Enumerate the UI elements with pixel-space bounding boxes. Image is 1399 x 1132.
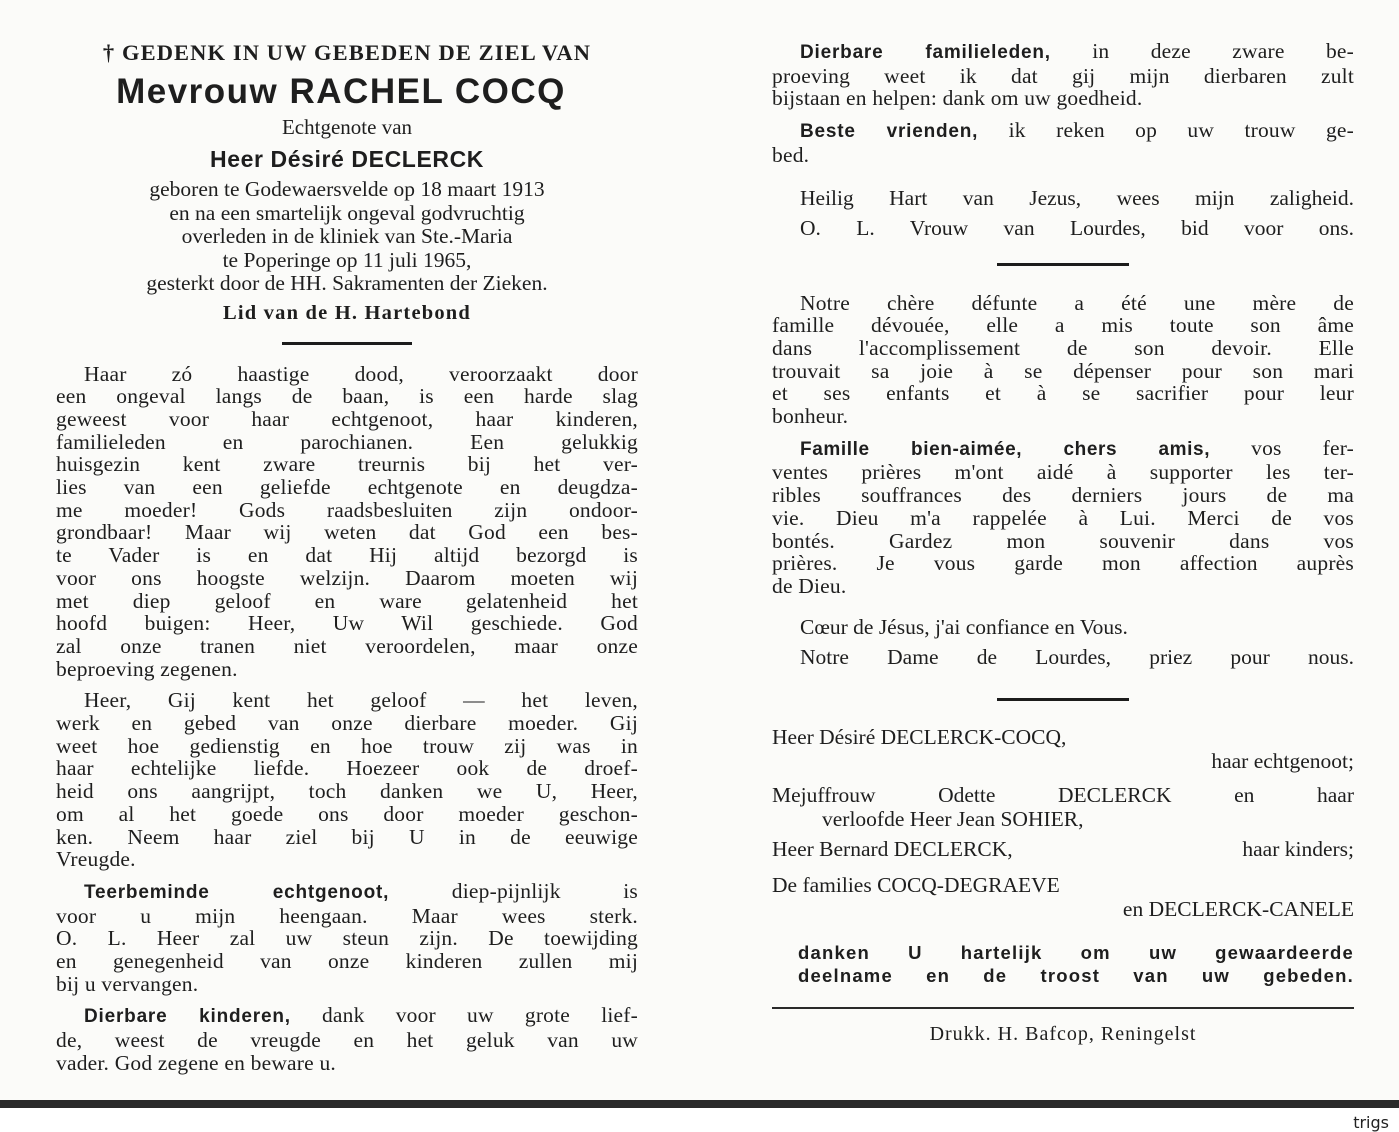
text-line: en genegenheid van onze kinderen zullen mij [56, 949, 638, 974]
text-line [772, 119, 1354, 144]
family-list [772, 725, 1354, 921]
family-member: De families COCQ-DEGRAEVE [772, 872, 1060, 897]
line-rest: dank voor uw grote lief- [321, 1003, 639, 1028]
family-member: verloofde Heer Jean SOHIER, [822, 806, 1084, 831]
bottom-rule [772, 1007, 1354, 1009]
text-line: O. L. Heer zal uw steun zijn. De toewijding [56, 926, 638, 951]
family-relation: haar echtgenoot; [1211, 748, 1354, 773]
left-column [56, 34, 638, 1084]
family-member: en DECLERCK-CANELE [1122, 896, 1354, 921]
cross-symbol: † [102, 40, 116, 65]
prayer-line: Heilig Hart van Jezus, wees mijn zaligheid. [800, 185, 1354, 210]
watermark-text: trigs [1353, 1113, 1389, 1132]
text-line [56, 1004, 638, 1029]
text-line: bed. [772, 142, 810, 167]
family-member: Heer Désiré DECLERCK-COCQ, [772, 724, 1067, 749]
family-member [772, 837, 1354, 861]
paragraph-4 [56, 1004, 638, 1074]
text-line: zal onze tranen niet veroordelen, maar onze [56, 633, 638, 658]
thanks-line: deelname en de troost van uw gebeden. [798, 964, 1354, 986]
paragraph-3 [56, 880, 638, 996]
text-line: hoofd buigen: Heer, Uw Wil geschiede. God [56, 611, 638, 636]
text-line: ribles souffrances des derniers jours de ma [772, 483, 1354, 508]
text-line: bij u vervangen. [56, 971, 199, 996]
paragraph-1 [56, 363, 638, 681]
lead-text: Teerbeminde echtgenoot, [84, 881, 390, 903]
paragraph-family [772, 40, 1354, 110]
divider [282, 342, 412, 345]
text-line: dans l'accomplissement de son devoir. Elle [772, 335, 1354, 360]
text-line: bonheur. [772, 404, 849, 429]
scan-edge-line [0, 1100, 1399, 1108]
bio-line: te Poperinge op 11 juli 1965, [222, 247, 472, 272]
header-text: GEDENK IN UW GEBEDEN DE ZIEL VAN [122, 40, 592, 65]
spouse-intro: Echtgenote van [281, 115, 413, 139]
family-member: Mejuffrouw Odette DECLERCK en haar [772, 782, 1354, 807]
text-line: familieleden en parochianen. Een gelukkig [56, 429, 638, 454]
text-line: ken. Neem haar ziel bij U in de eeuwige [56, 824, 638, 849]
membership: Lid van de H. Hartebond [222, 301, 471, 324]
text-line: vie. Dieu m'a rappelée à Lui. Merci de vos [772, 505, 1354, 530]
text-line: voor ons hoogste welzijn. Daarom moeten wij [56, 565, 638, 590]
bio-line: overleden in de kliniek van Ste.-Maria [181, 224, 513, 248]
text-line: lies van een geliefde echtgenote en deugdza- [56, 475, 638, 500]
text-line: een ongeval langs de baan, is een harde slag [56, 384, 638, 409]
text-line: trouvait sa joie à se dépenser pour son mari [772, 358, 1354, 383]
text-line: Notre chère défunte a été une mère de [800, 290, 1354, 315]
line-rest: ik reken op uw trouw ge- [1008, 118, 1354, 143]
prayer-line: Cœur de Jésus, j'ai confiance en Vous. [800, 614, 1128, 639]
scan-edge [0, 1100, 1399, 1131]
text-line: bijstaan en helpen: dank om uw goedheid. [772, 86, 1143, 111]
text-line: werk en gebed van onze dierbare moeder. Gij [56, 711, 638, 736]
prayer-dutch [772, 183, 1354, 243]
bio-line: geboren te Godewaersvelde op 18 maart 1913 [149, 177, 545, 201]
text-line: haar echtelijke liefde. Hoezeer ook de droef- [56, 756, 638, 781]
printer-credit: Drukk. H. Bafcop, Reningelst [929, 1022, 1197, 1045]
lead-text: Dierbare familieleden, [800, 42, 1051, 63]
text-line: prières. Je vous garde mon affection auprès [772, 551, 1354, 576]
text-line: de Dieu. [772, 573, 847, 598]
text-line [56, 880, 638, 905]
right-column [772, 40, 1354, 1047]
paragraph-fr-1 [772, 292, 1354, 428]
text-line: bontés. Gardez mon souvenir dans vos [772, 528, 1354, 553]
thanks-line: danken U hartelijk om uw gewaardeerde [798, 941, 1354, 963]
text-line: huisgezin kent zware treurnis bij het ver- [56, 452, 638, 477]
thanks-block [772, 941, 1354, 987]
text-line: voor u mijn heengaan. Maar wees sterk. [56, 903, 638, 928]
text-line: grondbaar! Maar wij weten dat God een bes- [56, 520, 638, 545]
bio-block [56, 178, 638, 296]
text-line [772, 437, 1354, 462]
text-line: beproeving zegenen. [56, 656, 238, 681]
text-line: proeving weet ik dat gij mijn dierbaren zult [772, 63, 1354, 88]
family-relation: haar kinders; [1242, 836, 1354, 861]
deceased-name: Mevrouw RACHEL COCQ [116, 72, 566, 111]
divider [997, 263, 1129, 266]
text-line: ventes prières m'ont aidé à supporter les ter- [772, 460, 1354, 485]
lead-text: Dierbare kinderen, [84, 1006, 291, 1028]
text-line: et ses enfants et à se sacrifier pour leur [772, 381, 1354, 406]
line-rest: vos fer- [1251, 435, 1355, 460]
text-line: weet hoe gedienstig en hoe trouw zij was in [56, 733, 638, 758]
prayer-line: Notre Dame de Lourdes, priez pour nous. [800, 644, 1354, 669]
text-line: vader. God zegene en beware u. [56, 1050, 336, 1075]
prayer-line: O. L. Vrouw van Lourdes, bid voor ons. [800, 215, 1354, 240]
line-rest: diep-pijnlijk is [451, 878, 638, 903]
text-line: Heer, Gij kent het geloof — het leven, [84, 688, 638, 713]
paragraph-fr-2 [772, 437, 1354, 598]
paragraph-friends [772, 119, 1354, 166]
lead-text: Famille bien-aimée, chers amis, [800, 438, 1211, 460]
lead-text: Beste vrienden, [800, 121, 979, 143]
divider [997, 698, 1129, 701]
text-line: de, weest de vreugde en het geluk van uw [56, 1028, 638, 1053]
text-line: Vreugde. [56, 847, 136, 872]
text-line: Haar zó haastige dood, veroorzaakt door [84, 361, 638, 386]
text-line: geweest voor haar echtgenoot, haar kinderen, [56, 406, 638, 431]
bio-line: gesterkt door de HH. Sakramenten der Zieken. [146, 271, 548, 295]
prayer-french [772, 612, 1354, 672]
family-name: Heer Bernard DECLERCK, [772, 836, 1013, 861]
header-line [56, 36, 638, 70]
text-line: met diep geloof en ware gelatenheid het [56, 588, 638, 613]
text-line: heid ons aangrijpt, toch danken we U, Heer, [56, 779, 638, 804]
text-line: om al het goede ons door moeder geschon- [56, 801, 638, 826]
text-line: te Vader is en dat Hij altijd bezorgd is [56, 543, 638, 568]
text-line [772, 40, 1354, 65]
line-rest: in deze zware be- [1092, 39, 1354, 63]
text-line: me moeder! Gods raadsbesluiten zijn ondoor- [56, 497, 638, 522]
paragraph-2 [56, 689, 638, 871]
text-line: famille dévouée, elle a mis toute son âme [772, 313, 1354, 338]
spouse-name: Heer Désiré DECLERCK [209, 146, 485, 172]
bio-line: en na een smartelijk ongeval godvruchtig [169, 200, 525, 225]
